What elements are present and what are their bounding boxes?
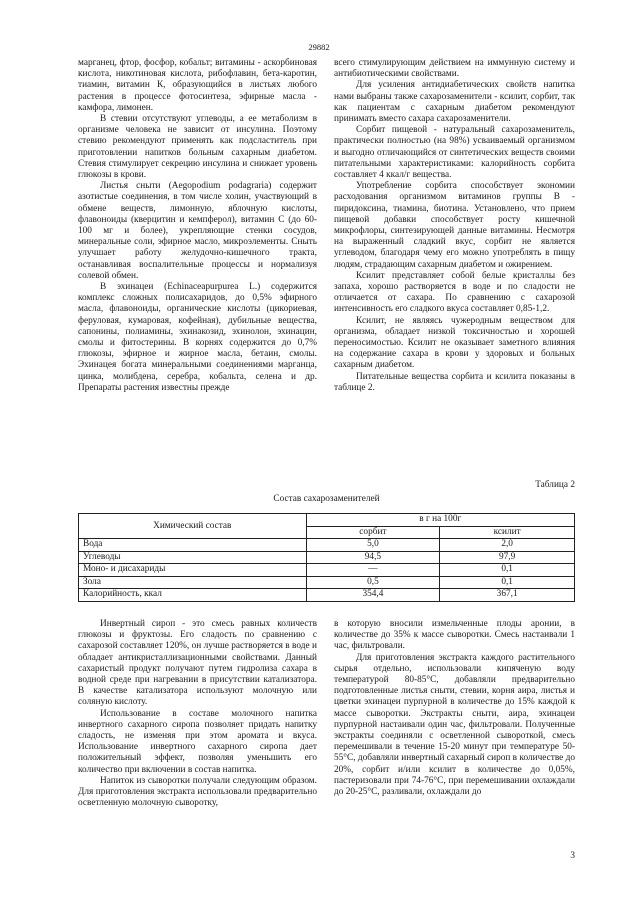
table-cell: 0,5 xyxy=(306,576,440,589)
table-cell: 97,9 xyxy=(440,551,575,564)
table-row xyxy=(79,576,575,589)
table-row xyxy=(79,564,575,577)
header-cell: Химический состав xyxy=(79,514,307,539)
table-row xyxy=(79,589,575,602)
paragraph: Листья сныти (Aegopodium podagraria) содержит азотистые соединения, в том числе холин, участвующий в обмене веществ, лимонную, яблочную кислоты, флавоноиды (кверцитин и кемпферол), витамин С (до 60-100 мг и более), укрепляющие стенки сосудов, минеральные соли, эфирное масло, микроэлементы. Сныть улучшает работу желудочно-кишечного тракта, останавливая воспалительные процессы и нормализуя солевой обмен. xyxy=(78,181,317,281)
table-cell: Зола xyxy=(79,576,307,589)
paragraph: Напиток из сыворотки получали следующим образом. Для приготовления экстракта использовали предварительно осветленную молочную сыворотку, xyxy=(78,775,317,809)
table-cell: — xyxy=(306,564,440,577)
paragraph: Инвертный сироп - это смесь равных количеств глюкозы и фруктозы. Его сладость по сравнению с сахарозой составляет 120%, он лучше растворяется в воде и обладает антикристаллизационными свойствами. Данный сахаристый продукт получают путем гидролиза сахара в водной среде при нагревании в присутствии катализатора. В качестве катализатора используют молочную или соляную кислоту. xyxy=(78,619,317,708)
paragraph: Ксилит, не являясь чужеродным веществом для организма, обладает низкой токсичностью и хорошей переносимостью. Ксилит не оказывает заметного влияния на содержание сахара в крови у здоровых и больных сахарным диабетом. xyxy=(334,315,575,371)
table-cell: Моно- и дисахариды xyxy=(79,564,307,577)
table-header-row xyxy=(79,514,575,527)
table-cell: 2,0 xyxy=(440,539,575,552)
paragraph: В эхинацеи (Echinaceapurpurea L.) содержится комплекс сложных полисахаридов, до 0,5% эфирного масла, флавоноиды, органические кислоты (цикориевая, феруловая, кумаровая, кофейная), дубильные вещества, сапонины, полиамины, эхинакозид, эхинолон, эхинацин, смолы и фитостерины. В корнях содержится до 0,7% глюкозы, эфирное и жирное масла, бетаин, смолы. Эхинацея богата минеральными соединениями марганца, цинка, молибдена, серебра, кобальта, селена и др. Препараты растения известны прежде xyxy=(78,282,317,393)
table-cell: Калорийность, ккал xyxy=(79,589,307,602)
text-column-1 xyxy=(78,58,317,394)
text-column-3 xyxy=(78,619,317,809)
table-cell: 94,5 xyxy=(306,551,440,564)
paragraph: Ксилит представляет собой белые кристаллы без запаха, хорошо растворяется в воде и по сладости не отличается от сахара. По сравнению с сахарозой интенсивность его сладкого вкуса составляет 0,85-1,2. xyxy=(334,270,575,315)
paragraph: Употребление сорбита способствует экономии расходования организмом витаминов группы В - пиридоксина, тиамина, биотина. Установлено, что прием пищевой добавки способствует росту кишечной микрофлоры, синтезирующей данные витамины. Несмотря на выраженный сладкий вкус, сорбит не является углеводом, благодаря чему его можно употреблять в пищу людям, страдающим сахарным диабетом и ожирением. xyxy=(334,181,575,270)
composition-table xyxy=(78,513,575,602)
table-cell: Вода xyxy=(79,539,307,552)
table-cell: 354,4 xyxy=(306,589,440,602)
header-cell: ксилит xyxy=(440,526,575,539)
table-row xyxy=(79,539,575,552)
table-cell: 367,1 xyxy=(440,589,575,602)
paragraph: В стевии отсутствуют углеводы, а ее метаболизм в организме человека не зависит от инсулина. Поэтому стевию рекомендуют применять как подсластитель при приготовлении напитков больным сахарным диабетом. Стевия стимулирует секрецию инсулина и снижает уровень глюкозы в крови. xyxy=(78,114,317,181)
document-number: 29882 xyxy=(308,42,330,52)
paragraph: Для усиления антидиабетических свойств напитка нами выбраны также сахарозаменители - ксилит, сорбит, так как пациентам с сахарным диабетом рекомендуют принимать вместо сахара сахарозаменители. xyxy=(334,80,575,125)
table-cell: Углеводы xyxy=(79,551,307,564)
table-cell: 0,1 xyxy=(440,564,575,577)
table-row xyxy=(79,551,575,564)
paragraph: всего стимулирующим действием на иммунную систему и антибиотическими свойствами. xyxy=(334,58,575,80)
paragraph: Для приготовления экстракта каждого растительного сырья отдельно, использовали кипяченую воду температурой 80-85°С, добавляли предварительно подготовленные листья сныти, стевии, корня аира, листья и цветки эхинацеи пурпурной в количестве до 15% каждой к массе сыворотки. Экстракты сныти, аира, эхинацеи пурпурной настаивали один час, фильтровали. Полученные экстракты соединяли с осветленной сывороткой, смесь перемешивали в течение 15-20 минут при температуре 50-55°С, добавляли инвертный сахарный сироп в количестве до 20%, сорбит и/или ксилит в количестве до 0,05%, пастеризовали при 74-76°С, при перемешивании охлаждали до 20-25°С, разливали, охлаждали до xyxy=(334,652,575,798)
paragraph: в которую вносили измельченные плоды аронии, в количестве до 35% к массе сыворотки. Смесь настаивали 1 час, фильтровали. xyxy=(334,619,575,652)
text-column-4 xyxy=(334,619,575,798)
paragraph: Использование в составе молочного напитка инвертного сахарного сиропа позволяет придать напитку сладость, не изменяя при этом аромата и вкуса. Использование инвертного сахарного сиропа дает положительный эффект, позволяя уменьшить его количество при включении в состав напитка. xyxy=(78,708,317,775)
text-column-2 xyxy=(334,58,575,394)
table-caption: Состав сахарозаменителей xyxy=(273,494,380,504)
table-label: Таблица 2 xyxy=(535,480,575,490)
header-cell: в г на 100г xyxy=(306,514,574,527)
table-cell: 5,0 xyxy=(306,539,440,552)
paragraph: Питательные вещества сорбита и ксилита показаны в таблице 2. xyxy=(334,371,575,393)
paragraph: марганец, фтор, фосфор, кобальт; витамины - аскорбиновая кислота, никотиновая кислота, рибофлавин, бета-каротин, тиамин, витамин К, образующийся в листьях любого растения в процессе фотосинтеза, эфирные масла - камфора, лимонен. xyxy=(78,58,317,113)
paragraph: Сорбит пищевой - натуральный сахарозаменитель, практически полностью (на 98%) усваиваемый организмом и выгодно отличающийся от синтетических веществ своими питательными характеристиками: калорийность сорбита составляет 4 ккал/г вещества. xyxy=(334,125,575,181)
table-cell: 0,1 xyxy=(440,576,575,589)
header-cell: сорбит xyxy=(306,526,440,539)
page-number: 3 xyxy=(570,851,575,861)
